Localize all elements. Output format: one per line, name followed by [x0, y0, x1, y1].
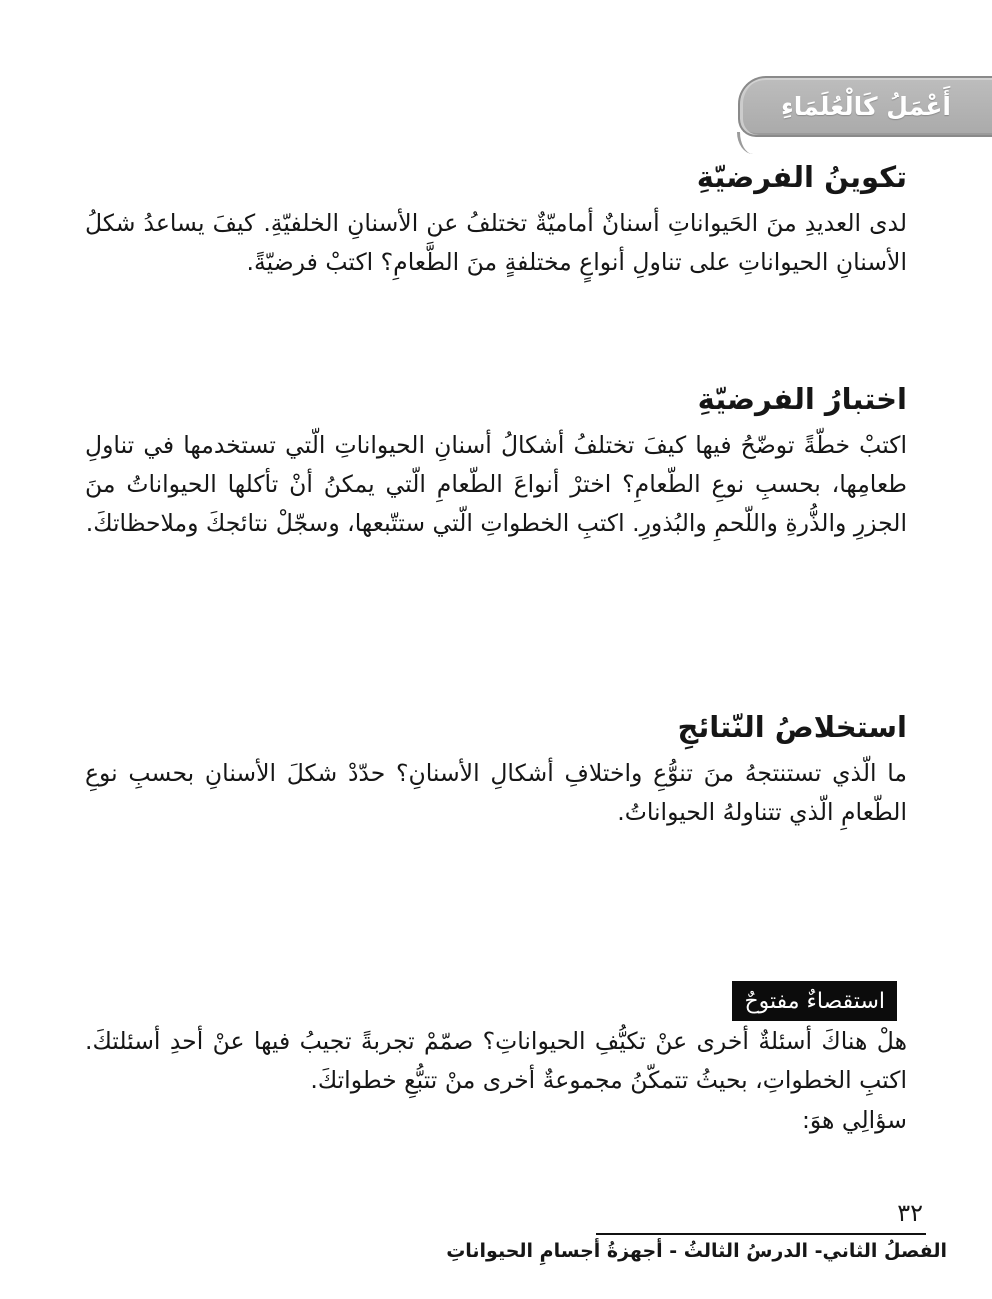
section-hypothesis-formation — [85, 157, 907, 282]
section-heading-hypothesis-testing: اختبارُ الفرضيّةِ — [697, 382, 907, 416]
section-heading-drawing-conclusions: استخلاصُ النّتائجِ — [677, 710, 907, 744]
section-body-hypothesis-formation: لدى العديدِ منَ الحَيواناتِ أسنانٌ أماميّةٌ تختلفُ عن الأسنانِ الخلفيّةِ. كيفَ يساعدُ شكلُ الأسنانِ الحيواناتِ على تناولِ أنواعٍ مختلفةٍ منَ الطَّعامِ؟ اكتبْ فرضيّةً. — [85, 209, 907, 276]
section-hypothesis-testing — [85, 379, 907, 543]
open-inquiry-label-text: استقصاءٌ مفتوحٌ — [744, 988, 885, 1014]
section-body-drawing-conclusions: ما الّذي تستنتجهُ منَ تنوُّعِ واختلافِ أشكالِ الأسنانِ؟ حدّدْ شكلَ الأسنانِ بحسبِ نوعِ الطّعامِ الّذي تتناولهُ الحيواناتُ. — [85, 759, 907, 826]
footer-lesson-title: الفصلُ الثاني- الدرسُ الثالثُ - أجهزةُ أجسامِ الحيواناتِ — [446, 1240, 947, 1262]
open-inquiry-section — [85, 1022, 907, 1141]
open-inquiry-body: هلْ هناكَ أسئلةٌ أخرى عنْ تكيُّفِ الحيواناتِ؟ صمّمْ تجربةً تجيبُ فيها عنْ أحدِ أسئلتكَ. اكتبِ الخطواتِ، بحيثُ تتمكّنُ مجموعةٌ أخرى منْ تتبُّعِ خطواتكَ. — [85, 1027, 907, 1094]
open-inquiry-label — [732, 981, 897, 1021]
work-like-scientists-badge — [738, 76, 992, 137]
my-question-prompt: سؤالِي هوَ: — [801, 1106, 907, 1134]
section-heading-hypothesis-formation: تكوينُ الفرضيّةِ — [696, 160, 907, 194]
section-body-hypothesis-testing: اكتبْ خطّةً توضّحُ فيها كيفَ تختلفُ أشكالُ أسنانِ الحيواناتِ الّتي تستخدمها في تناولِ طعامِها، بحسبِ نوعِ الطّعامِ؟ اخترْ أنواعَ الطّعامِ الّتي يمكنُ أنْ تأكلها الحيواناتُ منَ الجزرِ والذُّرةِ واللّحمِ والبُذورِ. اكتبِ الخطواتِ الّتي ستتّبعها، وسجّلْ نتائجكَ وملاحظاتكَ. — [85, 431, 907, 537]
footer-divider — [596, 1233, 926, 1235]
badge-label: أَعْمَلُ كَالْعُلَمَاءِ — [781, 92, 951, 121]
section-drawing-conclusions — [85, 707, 907, 832]
page-number: ٣٢ — [897, 1199, 923, 1227]
